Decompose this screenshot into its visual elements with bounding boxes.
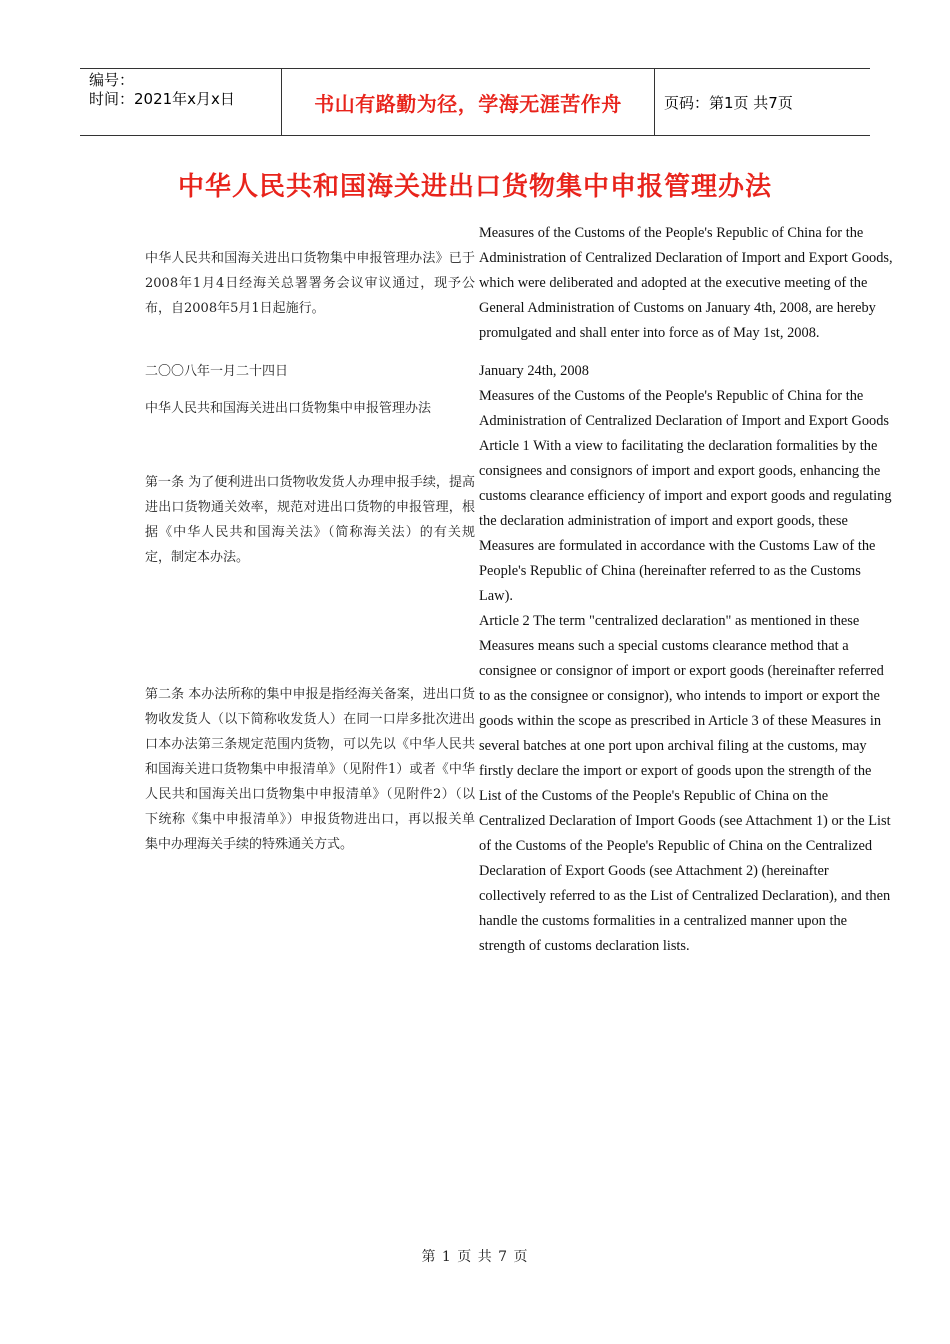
page-footer: 第 1 页 共 7 页 bbox=[421, 1249, 529, 1265]
date-line: 时间：2021年x月x日 bbox=[89, 90, 235, 108]
zh-date: 二〇〇八年一月二十四日 bbox=[145, 364, 289, 379]
zh-preamble: 中华人民共和国海关进出口货物集中申报管理办法》已于2008年1月4日经海关总署署务会议审议通过，现予公布，自2008年5月1日起施行。 bbox=[145, 251, 475, 316]
zh-article-1: 第一条 为了便利进出口货物收发货人办理申报手续，提高进出口货物通关效率，规范对进出口货物的申报管理，根据《中华人民共和国海关法》（简称海关法）的有关规定，制定本办法。 bbox=[145, 475, 475, 565]
zh-article-2: 第二条 本办法所称的集中申报是指经海关备案，进出口货物收发货人（以下简称收发货人）在同一口岸多批次进出口本办法第三条规定范围内货物，可以先以《中华人民共和国海关进口货物集中申报清单》（见附件1）或者《中华人民共和国海关出口货物集中申报清单》（见附件2）（以下统称《集中申报清单》）申报货物进出口，再以报关单集中办理海关手续的特殊通关方式。 bbox=[145, 687, 475, 852]
en-date: January 24th, 2008 bbox=[479, 363, 589, 379]
en-article-1: Article 1 With a view to facilitating the declaration formalities by the consignees and consignors of import and export goods, enhancing the customs clearance efficiency of import and export goods and regulating the declaration administration of import and export goods, these Measures are formulated in accordance with the Customs Law of the People's Republic of China (hereinafter referred to as the Customs Law). bbox=[479, 438, 892, 604]
header-motto: 书山有路勤为径，学海无涯苦作舟 bbox=[281, 69, 655, 135]
zh-subtitle: 中华人民共和国海关进出口货物集中申报管理办法 bbox=[145, 401, 432, 416]
en-article-2: Article 2 The term "centralized declaration" as mentioned in these Measures means such a special customs clearance method that a consignee or consignor of import or export goods (hereinafter referred to as the consignee or consignor), who intends to import or export the goods within the scope as prescribed in Article 3 of these Measures in several batches at one port upon archival filing at the customs, may firstly declare the import or export of goods upon the strength of the List of the Customs of the People's Republic of China on the Centralized Declaration of Import Goods (see Attachment 1) or the List of the Customs of the People's Republic of China on the Centralized Declaration of Export Goods (see Attachment 2) (hereinafter collectively referred to as the List of Centralized Declaration), and then handle the customs formalities in a centralized manner upon the strength of customs declaration lists. bbox=[479, 613, 891, 954]
document-title: 中华人民共和国海关进出口货物集中申报管理办法 bbox=[177, 172, 772, 202]
english-column bbox=[479, 221, 895, 959]
number-label: 编号： bbox=[89, 71, 135, 89]
header-info-cell bbox=[80, 69, 281, 135]
header-table bbox=[80, 68, 870, 136]
header-page-info: 页码：第1页 共7页 bbox=[664, 93, 793, 112]
en-preamble: Measures of the Customs of the People's Republic of China for the Administration of Centralized Declaration of Import and Export Goods, which were deliberated and adopted at the executive meeting of the General Administration of Customs on January 4th, 2008, are hereby promulgated and shall enter into force as of May 1st, 2008. bbox=[479, 225, 893, 341]
en-subtitle: Measures of the Customs of the People's Republic of China for the Administration of Centralized Declaration of Import and Export Goods bbox=[479, 388, 890, 429]
